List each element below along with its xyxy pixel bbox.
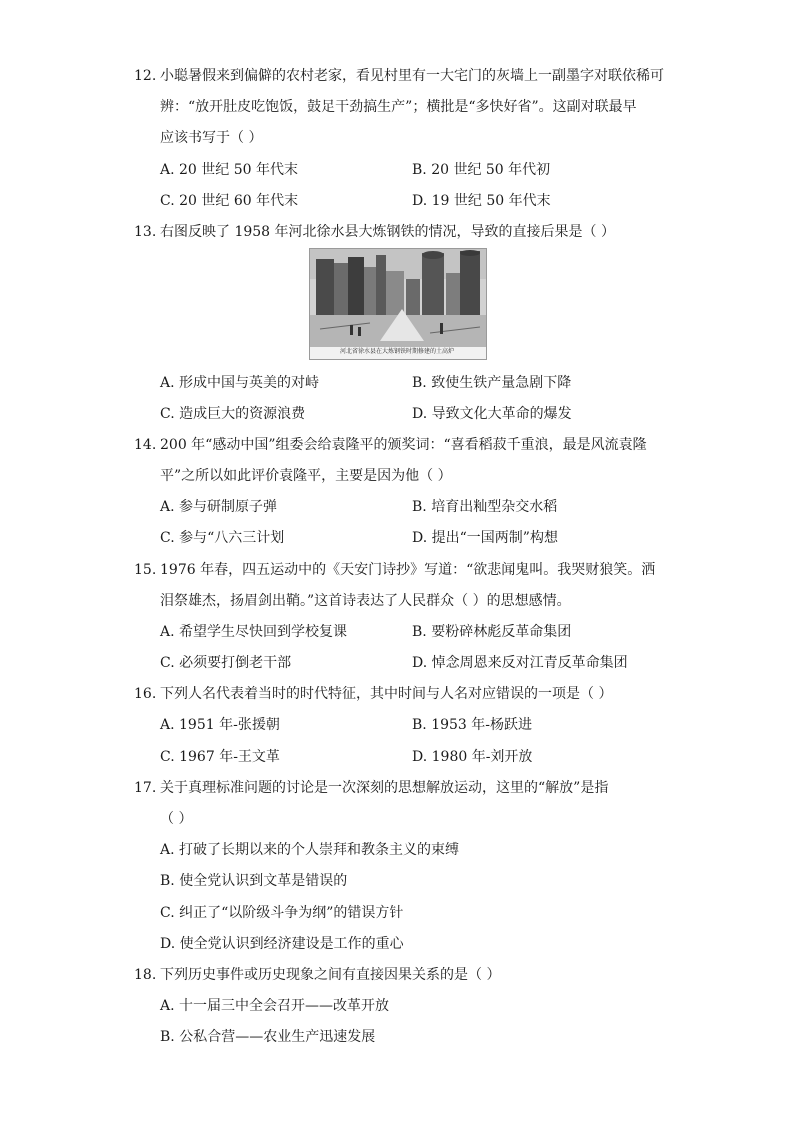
- question-12-option-b[interactable]: B. 20 世纪 50 年代初: [412, 162, 551, 178]
- question-16-line-1: 16. 下列人名代表着当时的时代特征，其中时间与人名对应错误的一项是（ ）: [134, 686, 613, 702]
- question-17-option-c[interactable]: C. 纠正了“以阶级斗争为纲”的错误方针: [160, 905, 404, 921]
- furnace-photo-caption: 河北省徐水县在大炼钢铁时期修建的土高炉: [339, 348, 454, 355]
- question-14-line-2: 平”之所以如此评价袁隆平，主要是因为他（ ）: [160, 468, 452, 484]
- question-14-option-a[interactable]: A. 参与研制原子弹: [160, 499, 278, 515]
- question-16-option-d[interactable]: D. 1980 年-刘开放: [412, 749, 533, 765]
- question-15-option-b[interactable]: B. 要粉碎林彪反革命集团: [412, 624, 572, 640]
- question-13-option-b[interactable]: B. 致使生铁产量急剧下降: [412, 375, 572, 391]
- question-18-option-b[interactable]: B. 公私合营——农业生产迅速发展: [160, 1029, 376, 1045]
- question-15-number: 15.: [134, 562, 157, 578]
- furnace-photo-drawing: [310, 249, 486, 359]
- question-15-line-1: 15. 1976 年春，四五运动中的《天安门诗抄》写道：“欲悲闻鬼叫。我哭财狼笑。洒: [134, 562, 656, 578]
- question-17-option-d[interactable]: D. 使全党认识到经济建设是工作的重心: [160, 936, 404, 952]
- question-15-option-c[interactable]: C. 必须要打倒老干部: [160, 655, 292, 671]
- question-18-option-a[interactable]: A. 十一届三中全会召开——改革开放: [160, 998, 390, 1014]
- question-17-option-b[interactable]: B. 使全党认识到文革是错误的: [160, 873, 348, 889]
- question-18-line-1: 18. 下列历史事件或历史现象之间有直接因果关系的是（ ）: [134, 967, 501, 983]
- furnace-photo: [309, 248, 487, 360]
- question-15-line-2: 泪祭雄杰，扬眉剑出鞘。”这首诗表达了人民群众（ ）的思想感情。: [160, 593, 571, 609]
- question-12-option-c[interactable]: C. 20 世纪 60 年代末: [160, 193, 299, 209]
- question-13-line-1: 13. 右图反映了 1958 年河北徐水县大炼钢铁的情况，导致的直接后果是（ ）: [134, 224, 615, 240]
- question-16-option-a[interactable]: A. 1951 年-张援朝: [160, 717, 280, 733]
- question-12-option-d[interactable]: D. 19 世纪 50 年代末: [412, 193, 551, 209]
- question-12-number: 12.: [134, 68, 157, 84]
- question-14-option-c[interactable]: C. 参与“八六三计划: [160, 530, 285, 546]
- question-12-line-3: 应该书写于（ ）: [160, 130, 263, 146]
- question-14-option-d[interactable]: D. 提出“一国两制”构想: [412, 530, 558, 546]
- question-14-number: 14.: [134, 437, 157, 453]
- question-12-option-a[interactable]: A. 20 世纪 50 年代末: [160, 162, 298, 178]
- question-13-option-c[interactable]: C. 造成巨大的资源浪费: [160, 406, 306, 422]
- question-17-option-a[interactable]: A. 打破了长期以来的个人崇拜和教条主义的束缚: [160, 842, 460, 858]
- question-15-option-d[interactable]: D. 悼念周恩来反对江青反革命集团: [412, 655, 628, 671]
- question-16-option-b[interactable]: B. 1953 年-杨跃进: [412, 717, 532, 733]
- question-14-option-b[interactable]: B. 培育出籼型杂交水稻: [412, 499, 558, 515]
- question-17-line-1: 17. 关于真理标准问题的讨论是一次深刻的思想解放运动，这里的“解放”是指: [134, 780, 609, 796]
- question-13-number: 13.: [134, 224, 157, 240]
- question-17-line-2: （ ）: [160, 811, 193, 827]
- question-16-number: 16.: [134, 686, 157, 702]
- question-12-line-2: 辨：“放开肚皮吃饱饭，鼓足干劲搞生产”；横批是“多快好省”。这副对联最早: [160, 99, 637, 115]
- question-17-number: 17.: [134, 780, 157, 796]
- question-16-option-c[interactable]: C. 1967 年-王文革: [160, 749, 280, 765]
- question-13-option-a[interactable]: A. 形成中国与英美的对峙: [160, 375, 320, 391]
- question-14-line-1: 14. 200 年“感动中国”组委会给袁隆平的颁奖词：“喜看稻菽千重浪，最是风流袁隆: [134, 437, 647, 453]
- question-15-option-a[interactable]: A. 希望学生尽快回到学校复课: [160, 624, 348, 640]
- question-18-number: 18.: [134, 967, 157, 983]
- question-12-line-1: 12. 小聪暑假来到偏僻的农村老家，看见村里有一大宅门的灰墙上一副墨字对联依稀可: [134, 68, 664, 84]
- question-13-option-d[interactable]: D. 导致文化大革命的爆发: [412, 406, 572, 422]
